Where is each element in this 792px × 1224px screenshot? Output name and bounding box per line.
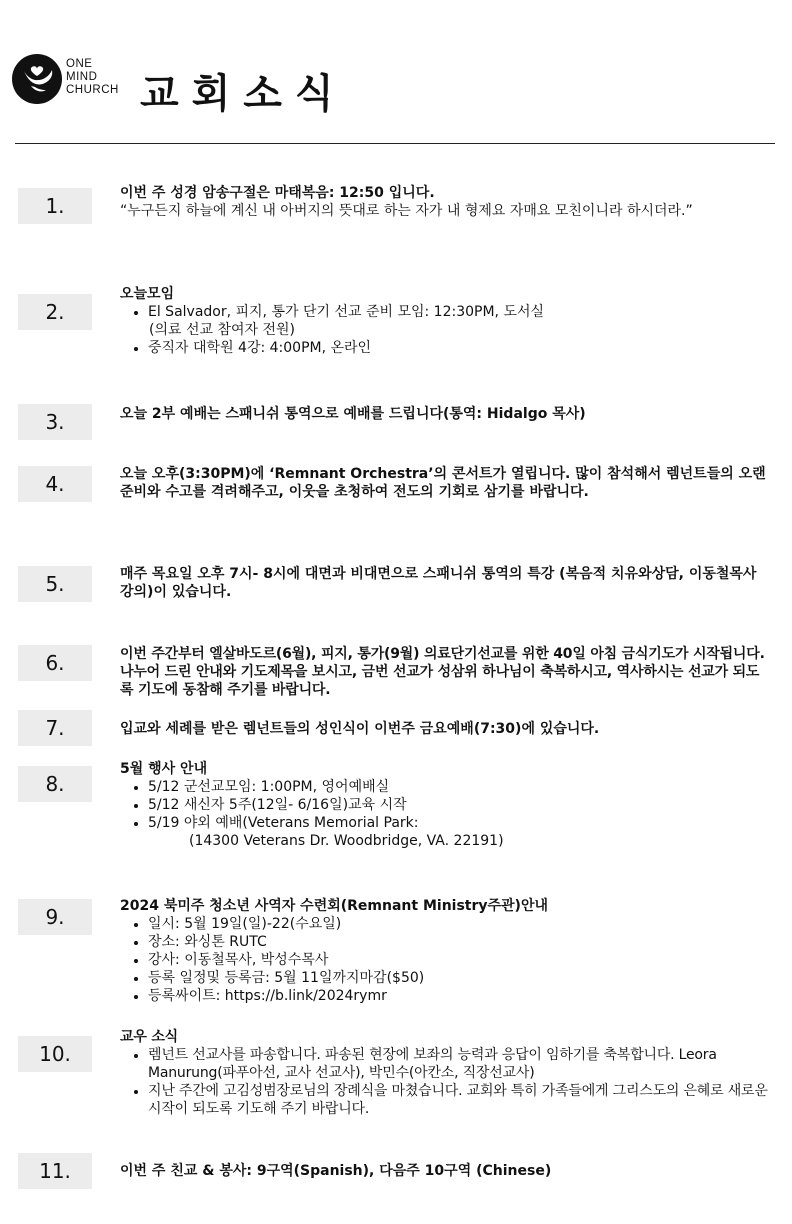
list-item: • 5/12 새신자 5주(12일- 6/16일)교육 시작 <box>148 796 770 814</box>
list-item: • 중직자 대학원 4강: 4:00PM, 온라인 <box>148 339 770 357</box>
item-number: 11. <box>18 1153 92 1189</box>
item-text: 이번 주간부터 엘살바도르(6월), 피지, 통가(9월) 의료단기선교를 위한 40일 아침 금식기도가 시작됩니다. 나누어 드린 안내와 기도제목을 보시고, 금번 선교가 성삼위 하나님이 축복하시고, 역사하시는 선교가 되도록 기도에 동참해 주기를 바랍니다. <box>120 646 765 698</box>
list-item: • 렘넌트 선교사를 파송합니다. 파송된 현장에 보좌의 능력과 응답이 임하기를 축복합니다. Leora Manurung(파푸아선, 교사 선교사), 박민수(아칸소, 직장선교사) <box>148 1046 770 1082</box>
list-item-continuation: (의료 선교 참여자 전원) <box>149 322 295 338</box>
logo-line: ONE <box>66 58 93 70</box>
page-title: 교회소식 <box>140 71 347 117</box>
item-text: 오늘 2부 예배는 스패니쉬 통역으로 예배를 드립니다(통역: Hidalgo 목사) <box>120 406 586 422</box>
item-bullet-list <box>120 1046 770 1118</box>
logo-line: MIND <box>66 71 98 83</box>
item-number: 4. <box>18 466 92 502</box>
item-heading: 교우 소식 <box>120 1029 178 1045</box>
list-item: • 5/19 야외 예배(Veterans Memorial Park: <box>148 814 770 832</box>
item-bullet-list <box>120 778 770 832</box>
list-item: • 지난 주간에 고김성범장로님의 장례식을 마쳤습니다. 교회와 특히 가족들에게 그리스도의 은혜로 새로운 시작이 되도록 기도해 주기 바랍니다. <box>148 1082 770 1118</box>
item-number: 8. <box>18 766 92 802</box>
item-bullet-list <box>120 915 770 1005</box>
item-bullet-list <box>120 303 770 321</box>
church-logo-text <box>66 58 119 97</box>
item-heading: 이번 주 성경 암송구절은 마태복음: 12:50 입니다. <box>120 185 435 201</box>
item-number: 2. <box>18 294 92 330</box>
item-heading: 2024 북미주 청소년 사역자 수련회(Remnant Ministry주관)안내 <box>120 898 549 914</box>
item-number: 5. <box>18 566 92 602</box>
list-item: • 강사: 이동철목사, 박성수목사 <box>148 951 770 969</box>
list-item: • 장소: 와싱톤 RUTC <box>148 933 770 951</box>
item-text: 오늘 오후(3:30PM)에 ‘Remnant Orchestra’의 콘서트가 열립니다. 많이 참석해서 렘넌트들의 오랜 준비와 수고를 격려해주고, 이웃을 초청하여 전도의 기회로 삼기를 바랍니다. <box>120 466 766 500</box>
list-item: • 일시: 5월 19일(일)-22(수요일) <box>148 915 770 933</box>
list-item: • El Salvador, 피지, 통가 단기 선교 준비 모임: 12:30PM, 도서실 <box>148 303 770 321</box>
item-number: 6. <box>18 645 92 681</box>
item-number: 10. <box>18 1036 92 1072</box>
item-heading: 5월 행사 안내 <box>120 761 208 777</box>
list-item: • 등록 일정및 등록금: 5월 11일까지마감($50) <box>148 969 770 987</box>
item-bullet-list <box>120 339 770 357</box>
item-number: 3. <box>18 404 92 440</box>
item-body: “누구든지 하늘에 계신 내 아버지의 뜻대로 하는 자가 내 형제요 자매요 모친이니라 하시더라.” <box>120 203 693 219</box>
logo-line: CHURCH <box>66 84 119 96</box>
church-logo-icon <box>11 53 63 105</box>
page-header <box>0 0 792 150</box>
item-heading: 오늘모임 <box>120 286 175 302</box>
item-text: 이번 주 친교 & 봉사: 9구역(Spanish), 다음주 10구역 (Chinese) <box>120 1163 552 1179</box>
item-number: 7. <box>18 710 92 746</box>
event-address: (14300 Veterans Dr. Woodbridge, VA. 22191) <box>189 833 504 849</box>
list-item: • 등록싸이트: https://b.link/2024rymr <box>148 987 770 1005</box>
item-text: 입교와 세례를 받은 렘넌트들의 성인식이 이번주 금요예배(7:30)에 있습니다. <box>120 721 600 737</box>
header-divider <box>15 143 775 144</box>
item-text: 매주 목요일 오후 7시- 8시에 대면과 비대면으로 스패니쉬 통역의 특강 (복음적 치유와상담, 이동철목사 강의)이 있습니다. <box>120 566 757 600</box>
list-item: • 5/12 군선교모임: 1:00PM, 영어예배실 <box>148 778 770 796</box>
item-number: 1. <box>18 188 92 224</box>
item-number: 9. <box>18 899 92 935</box>
